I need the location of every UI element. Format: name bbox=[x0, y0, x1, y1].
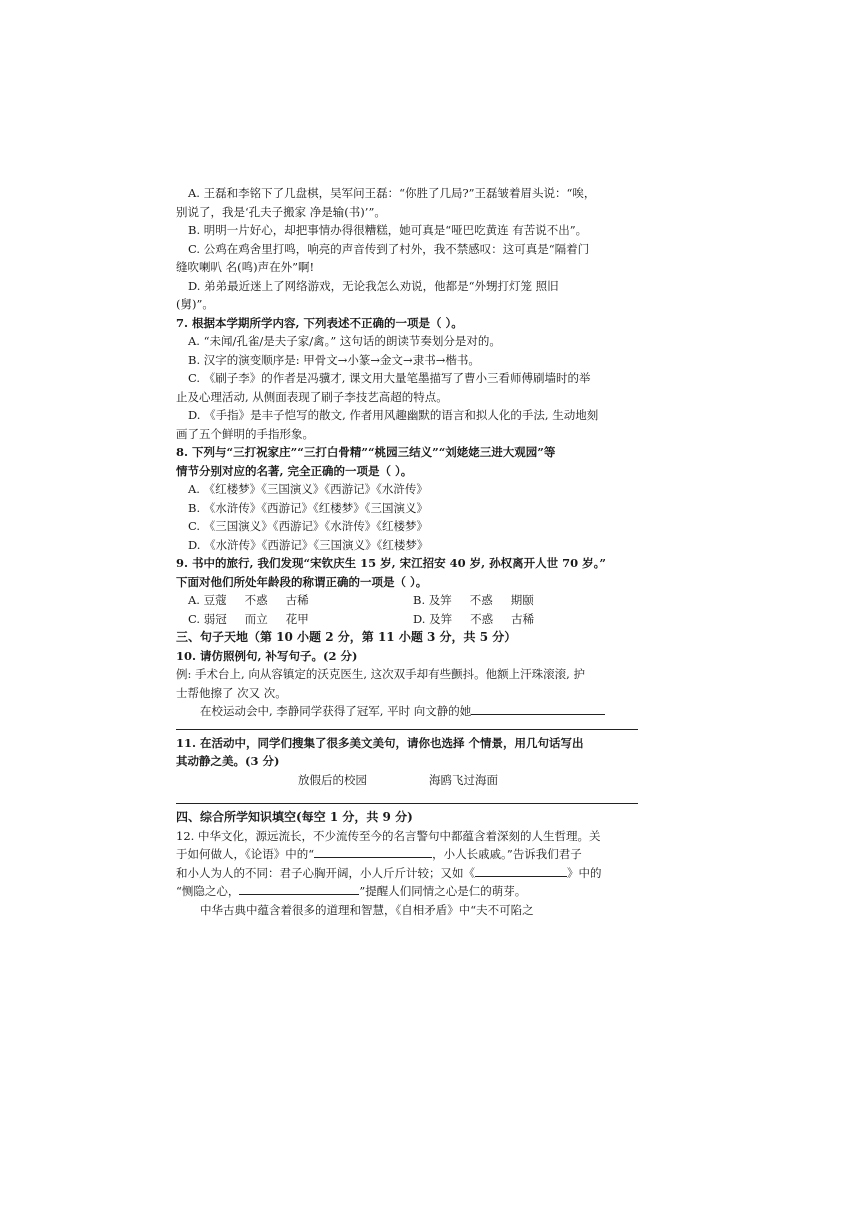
q10-answer-blank-2[interactable] bbox=[176, 721, 638, 730]
q6-option-c-line2: 缝吹喇叭 名(鸣)声在外”啊! bbox=[176, 260, 315, 274]
q8-option-d: D. 《水浒传》《西游记》《三国演义》《红楼梦》 bbox=[188, 537, 429, 552]
q7-option-d-line2: 画了五个鲜明的手指形象。 bbox=[176, 426, 314, 441]
q6-option-d-line2: (舅)”。 bbox=[176, 297, 214, 311]
q12-line3-start: 和小人为人的不同：君子心胸开阔，小人斤斤计较；又如《 bbox=[176, 865, 475, 880]
q10-prompt-line bbox=[176, 702, 638, 721]
q9-option-d-term3: 古稀 bbox=[511, 611, 535, 626]
q12-blank-2[interactable] bbox=[475, 864, 567, 877]
q11-stem-line1: 11. 在活动中，同学们搜集了很多美文美句，请你也选择 个情景，用几句话写出 bbox=[176, 735, 584, 750]
q8-stem-line2: 情节分别对应的名著, 完全正确的一项是（ ）。 bbox=[176, 463, 413, 478]
q9-stem-line2: 下面对他们所处年龄段的称谓正确的一项是（ ）。 bbox=[176, 574, 428, 589]
q9-option-b-term1: B. 及笄 bbox=[413, 593, 452, 607]
q12-line2 bbox=[176, 845, 638, 864]
q9-option-b-term2: 不惑 bbox=[469, 593, 493, 607]
q12-line1: 12. 中华文化，源远流长，不少流传至今的名言警句中都蕴含着深刻的人生哲理。关 bbox=[176, 828, 601, 843]
q7-option-a: A. “未闻/孔雀/是夫子家/禽。” 这句话的朗读节奏划分是对的。 bbox=[188, 334, 501, 348]
q10-example-line1: 例: 手术台上, 向从容镇定的沃克医生, 这次双手却有些颤抖。他额上汗珠滚滚, 护 bbox=[176, 667, 585, 681]
q12-line5: 中华古典中蕴含着很多的道理和智慧，《自相矛盾》中“夫不可陷之 bbox=[200, 902, 534, 917]
q12-line4-start: “恻隐之心， bbox=[176, 884, 240, 898]
q9-stem-line1: 9. 书中的旅行, 我们发现“宋钦庆生 15 岁, 宋江招安 40 岁, 孙权离开人世 70 岁。” bbox=[176, 556, 607, 570]
q9-option-a-term1: A. 豆蔻 bbox=[188, 593, 227, 607]
q8-option-c: C. 《三国演义》《西游记》《水浒传》《红楼梦》 bbox=[188, 519, 428, 533]
section-3-heading: 三、句子天地（第 10 小题 2 分，第 11 小题 3 分，共 5 分） bbox=[176, 630, 517, 644]
q12-blank-3[interactable] bbox=[239, 882, 359, 895]
q11-stem-line2: 其动静之美。(3 分) bbox=[176, 754, 280, 768]
q6-option-c-line1: C. 公鸡在鸡舍里打鸣，响亮的声音传到了村外，我不禁感叹：这可真是“隔着门 bbox=[188, 241, 590, 256]
q9-option-b bbox=[413, 591, 638, 610]
q6-option-b-line1: B. 明明一片好心，却把事情办得很糟糕，她可真是“哑巴吃黄连 有苦说不出”。 bbox=[188, 223, 588, 237]
q9-option-d-term1: D. 及笄 bbox=[413, 611, 453, 626]
q12-line3 bbox=[176, 864, 638, 883]
q8-stem-line1: 8. 下列与“三打祝家庄”“三打白骨精”“桃园三结义”“刘姥姥三进大观园”等 bbox=[176, 445, 556, 459]
section-4-heading: 四、综合所学知识填空(每空 1 分，共 9 分) bbox=[176, 810, 413, 824]
q7-stem: 7. 根据本学期所学内容, 下列表述不正确的一项是（ ）。 bbox=[176, 315, 463, 330]
q9-options-row1 bbox=[176, 591, 638, 610]
q12-line3-end: 》中的 bbox=[567, 865, 602, 880]
q9-option-c-term3: 花甲 bbox=[285, 611, 309, 626]
q11-scene-1: 放假后的校园 bbox=[298, 772, 367, 787]
q7-option-b: B. 汉字的演变顺序是: 甲骨文→小篆→金文→隶书→楷书。 bbox=[188, 352, 480, 367]
q8-option-b: B. 《水浒传》《西游记》《红楼梦》《三国演义》 bbox=[188, 500, 429, 515]
exam-page bbox=[176, 184, 638, 919]
q9-option-a-term2: 不惑 bbox=[244, 593, 268, 607]
q6-option-a-line2: 别说了，我是‘孔夫子搬家 净是输(书)’”。 bbox=[176, 204, 386, 219]
q10-stem: 10. 请仿照例句, 补写句子。(2 分) bbox=[176, 648, 358, 663]
q11-scenes bbox=[176, 771, 638, 790]
q12-line2-start: 于如何做人，《论语》中的“ bbox=[176, 847, 315, 861]
q9-option-a bbox=[188, 591, 413, 610]
q6-option-a-line1: A. 王磊和李铭下了几盘棋，吴军问王磊：“你胜了几局?”王磊皱着眉头说：“唉， bbox=[188, 186, 596, 200]
q11-answer-blank[interactable] bbox=[176, 795, 638, 804]
q10-example-line2: 士帮他擦了 次又 次。 bbox=[176, 685, 287, 700]
q7-option-d-line1: D. 《手指》是丰子恺写的散文, 作者用风趣幽默的语言和拟人化的手法, 生动地刻 bbox=[188, 408, 599, 422]
q8-option-a: A. 《红楼梦》《三国演义》《西游记》《水浒传》 bbox=[188, 482, 428, 496]
q9-option-d bbox=[413, 610, 638, 629]
q10-prompt: 在校运动会中, 李静同学获得了冠军, 平时 向文静的她 bbox=[200, 704, 472, 718]
q12-line4-end: ”提醒人们同情之心是仁的萌芽。 bbox=[359, 884, 527, 898]
q9-option-a-term3: 古稀 bbox=[285, 593, 309, 607]
q9-options-row2 bbox=[176, 610, 638, 629]
q12-line4 bbox=[176, 882, 638, 901]
q7-option-c-line2: 止及心理活动, 从侧面表现了刷子李技艺高超的特点。 bbox=[176, 389, 448, 404]
q12-line2-end: ，小人长戚戚。”告诉我们君子 bbox=[432, 847, 582, 861]
q7-option-c-line1: C. 《刷子李》的作者是冯骥才, 课文用大量笔墨描写了曹小三看师傅刷墙时的举 bbox=[188, 371, 591, 385]
q12-blank-1[interactable] bbox=[314, 845, 432, 858]
q10-answer-blank-1[interactable] bbox=[471, 702, 605, 715]
q9-option-d-term2: 不惑 bbox=[470, 611, 494, 626]
q9-option-c bbox=[188, 610, 413, 629]
q11-scene-2: 海鸥飞过海面 bbox=[429, 772, 498, 787]
q6-options bbox=[176, 184, 638, 314]
q9-option-b-term3: 期颐 bbox=[510, 593, 534, 607]
q9-option-c-term1: C. 弱冠 bbox=[188, 611, 227, 626]
q6-option-d-line1: D. 弟弟最近迷上了网络游戏，无论我怎么劝说，他都是“外甥打灯笼 照旧 bbox=[188, 278, 559, 293]
q9-option-c-term2: 而立 bbox=[244, 611, 268, 626]
